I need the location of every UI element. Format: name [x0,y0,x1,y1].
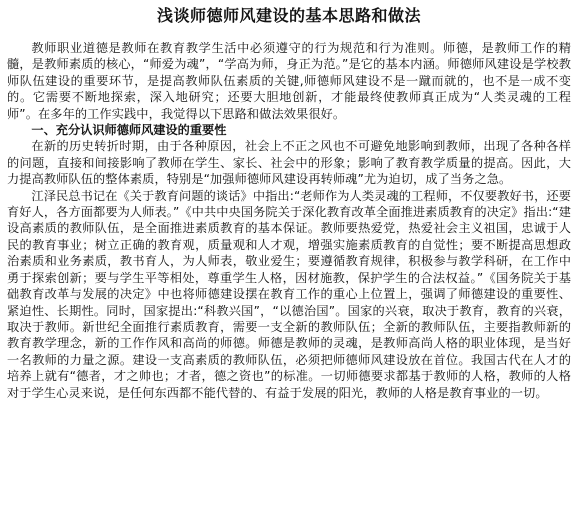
intro-paragraph: 教师职业道德是教师在教育教学生活中必须遵守的行为规范和行为准则。师德，是教师工作的精髓，是教师素质的核心，“师爱为魂”，“学高为师，身正为范。”是它的基本内涵。师德师风建设是学校教师队伍建设的重要环节，是提高教师队伍素质的关键,师德师风建设不是一蹴而就的，也不是一成不变的。它需要不断地探索，深入地研究；还要大胆地创新，才能最终使教师真正成为“人类灵魂的工程师”。在多年的工作实践中，我觉得以下思路和做法效果很好。 [7,41,571,121]
section-heading: 一、充分认识师德师风建设的重要性 [31,123,227,138]
document-title: 浅谈师德师风建设的基本思路和做法 [156,6,421,25]
section-paragraph-2: 江泽民总书记在《关于教育问题的谈话》中指出:“老师作为人类灵魂的工程师，不仅要教好书，还要育好人，各方面都要为人师表。”《中共中央国务院关于深化教育改革全面推进素质教育的决定》指出:“建设高素质的教师队伍，是全面推进素质教育的基本保证。教师要热爱党，热爱社会主义祖国，忠诚于人民的教育事业；树立正确的教育观，质量观和人才观，增强实施素质教育的自觉性；要不断提高思想政治素质和业务素质，教书育人，为人师表，敬业爱生；要遵循教育规律，积极参与教学科研，在工作中勇于探索创新；要与学生平等相处，尊重学生人格，因材施教，保护学生的合法权益。”《国务院关于基础教育改革与发展的决定》中也将师德建设摆在教育工作的重心上位置上，强调了师德建设的重要性、紧迫性、长期性。同时，国家提出:“科教兴国”，“以德治国”。国家的兴衰，取决于教育，教育的兴衰，取决于教师。新世纪全面推行素质教育，需要一支全新的教师队伍；全新的教师队伍，主要指教师新的教育教学理念，新的工作作风和高尚的师德。师德是教师的灵魂，是教师高尚人格的职业体现，是当好一名教师的力量之源。建设一支高素质的教师队伍，必须把师德师风建设放在首位。我国古代在人才的培养上就有“德者，才之帅也；才者，德之资也”的标准。一切师德要求都基于教师的人格，教师的人格对于学生心灵来说，是任何东西都不能代替的、有益于发展的阳光，教师的人格是教育事业的一切。 [7,188,571,400]
section-paragraph-1: 在新的历史转折时期，由于各种原因，社会上不正之风也不可避免地影响到教师，出现了各种各样的问题，直接和间接影响了教师在学生、家长、社会中的形象；影响了教育教学质量的提高。因此，大力提高教师队伍的整体素质，特别是“加强师德师风建设再转师魂”尤为迫切，成了当务之急。 [7,139,571,187]
